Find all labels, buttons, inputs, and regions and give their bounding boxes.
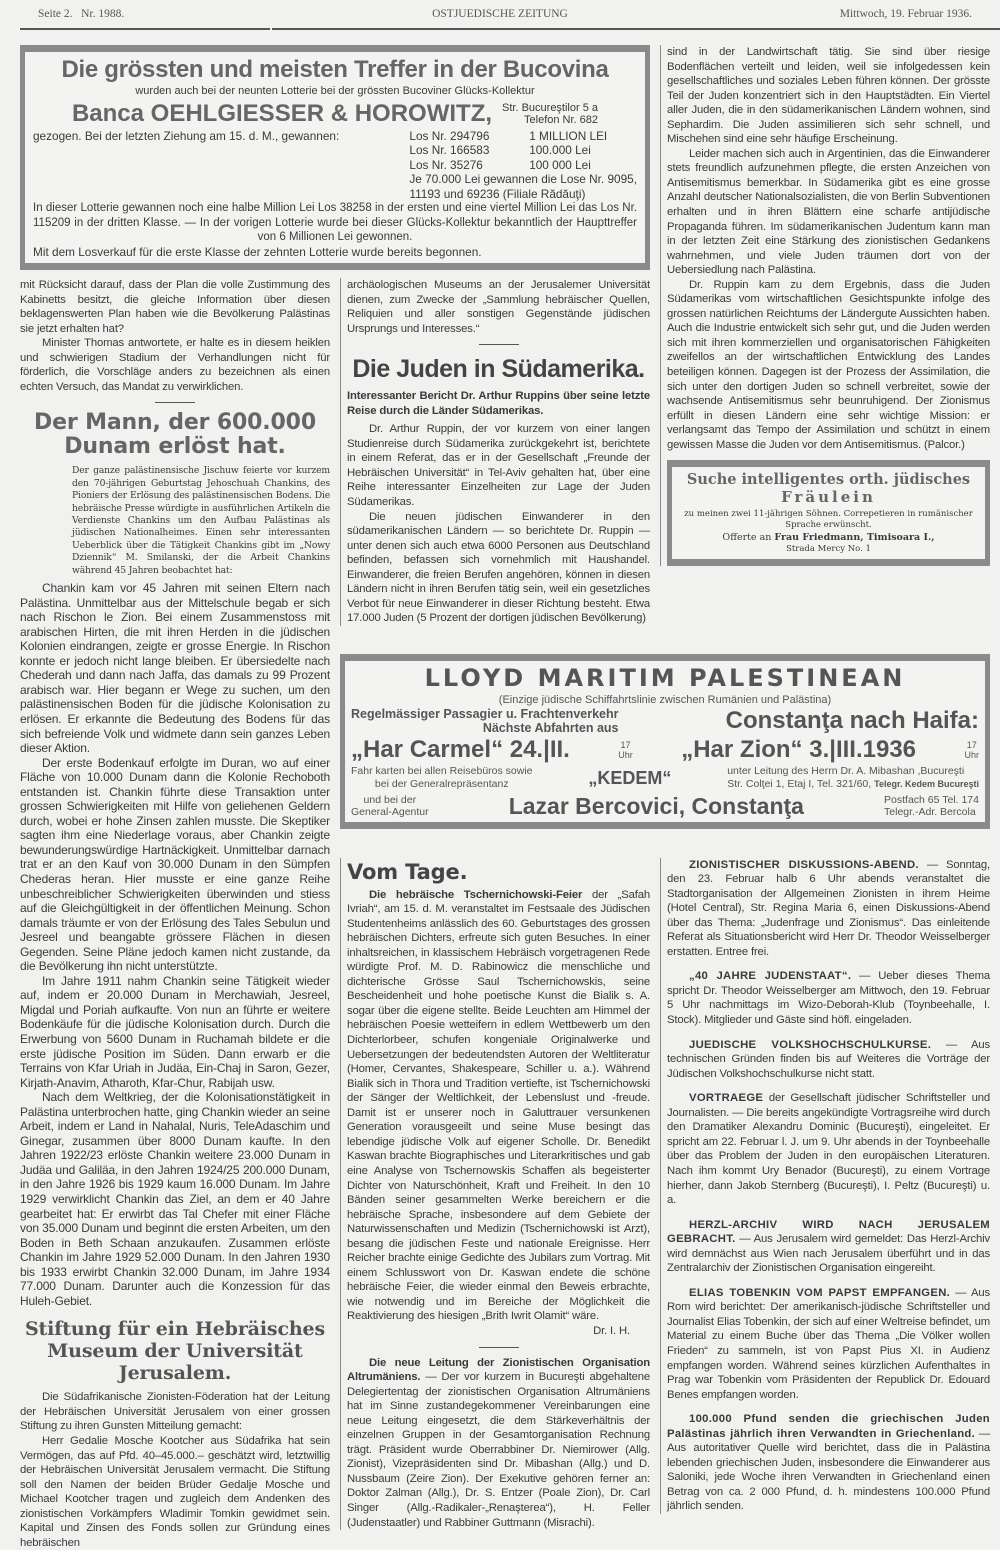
- note-head: JUEDISCHE VOLKSHOCHSCHULKURSE.: [689, 1038, 932, 1051]
- uhr-label: Uhr: [618, 750, 633, 761]
- note-text: — Aus technischen Gründen finden bis auf Weiteres die Vorträge der Jüdischen Volkshochschulkurse nicht statt.: [667, 1038, 990, 1080]
- right-column: [667, 45, 990, 452]
- news-item: [347, 1356, 650, 1531]
- job-ad-title: Fräulein: [781, 488, 876, 507]
- drawn-label: gezogen. Bei der letzten Ziehung am 15. d. M., gewannen:: [33, 128, 340, 143]
- note-head: HERZL-ARCHIV WIRD NACH JERUSALEM GEBRACHT.: [667, 1218, 990, 1246]
- news-item-head: Die hebräische Tschernichowski-Feier: [369, 888, 583, 901]
- note-text: der Gesellschaft jüdischer Schriftsteller und Journalisten. — Die bereits angekündigte Vortragsreihe wird durch den Dramatiker Alexandru Dominic (Bucureşti), eingeleitet. Er spricht am 22. Februar l. J. um 9. Uhr abends in der Toynbeehalle über das Problem der Juden in den europäischen Literaturen. Nach ihm kommt Ury Benador (Bucureşti), zu einem Vortrage hierher, dann Jakob Sternberg (Bucureşti), I. Peltz (Bucureşti) u. a.: [667, 1092, 990, 1207]
- los-number: Los Nr. 35276: [409, 157, 483, 172]
- phone-text: Telefon Nr. 682: [524, 113, 599, 126]
- news-note: [667, 1412, 990, 1514]
- tickets-text: Fahr karten bei allen Reisebüros sowie: [351, 765, 533, 778]
- news-item-text: — Der vor kurzem in Bucureşti abgehaltene Delegiertentag der zionistischen Organisation Altrumäniens hat im Sinne zustandegekommener Vereinbarungen eine neue Leitung eingesetzt, die dem Stärkeverhältnis der einzelnen Gruppen in der Gesamtorganisation Rechnung trägt. Präsident wurde Oberrabbiner Dr. Niemirower (Allg. Zionist), Vizepräsidenten sind Dr. Mibashan (Allg.) und D. Nussbaum (Zeire Zion). Der Exekutive gehören ferner an: Doktor Zalman (Allg.), Dr. S. Entzer (Poale Zion), Dr. Carl Singer (Allg.-Radikaler-„Renaşterea“), H. Feller (Judenstaatler) und Rabbiner Guttmann (Misrachi).: [347, 1371, 650, 1529]
- masthead-rule: [272, 28, 1000, 30]
- paragraph: mit Rücksicht darauf, dass der Plan die volle Zustimmung des Kabinetts besitzt, die gleiche Information über diesen beklagenswerten Plan haben wie die Bevölkerung Palästinas sie jetzt erhalten hat?: [20, 279, 330, 335]
- offer-street: Strada Mercy No. 1: [786, 544, 871, 555]
- lloyd-subtitle: (Einzige jüdische Schiffahrtslinie zwischen Rumänien und Palästina): [498, 694, 832, 707]
- departures: [351, 735, 979, 765]
- section-headline: Vom Tage.: [347, 859, 468, 884]
- separator: [155, 402, 195, 403]
- kedem-telegram: Telegr. Kedem Bucureşti: [874, 778, 979, 789]
- bank-name: Banca OEHLGIESSER & HOROWITZ,: [71, 99, 493, 127]
- note-text: — Aus Jerusalem wird gemeldet: Das Herzl-Archiv wird demnächst aus Wien nach Jerusalem überführt und in das Zentralarchiv der Zionistischen Organisation eingereiht.: [667, 1233, 990, 1275]
- agent-contact: Telegr.-Adr. Bercola: [884, 806, 976, 819]
- lottery-advertisement: [20, 45, 650, 270]
- page-number: [38, 8, 124, 20]
- departure-date: 3.|III.1936: [809, 736, 917, 764]
- note-head: VORTRAEGE: [689, 1092, 764, 1105]
- notes-column: [660, 858, 990, 1514]
- news-note: [667, 969, 990, 1027]
- agent-text: General-Agentur: [351, 806, 429, 819]
- note-text: — Aus Rom wird berichtet: Der amerikanisch-jüdische Schriftsteller und Journalist Elias Tobenkin, der sich auf einer Weltreise befindet, um Material zu einem Buche über das Thema „Die Völker wollen Frieden“ zu sammeln, ist von Papst Pius XI. in Audienz empfangen worden. Während seines kürzlichen Aufenthaltes in Prag war Tobenkin vom Präsidenten der Republick Dr. Edouard Benes empfangen worden.: [667, 1286, 990, 1401]
- ship-name: „Har Zion“: [681, 736, 803, 764]
- news-note: [667, 1286, 990, 1402]
- paragraph: Die Südafrikanische Zionisten-Föderation hat der Leitung der Hebräischen Universität Jerusalem von einer grossen Stiftung zu ihren Gunsten Mitteilung gemacht:: [20, 1391, 330, 1433]
- ad-subline: wurden auch bei der neunten Lotterie bei der grössten Bucoviner Glücks-Kollektur: [135, 85, 535, 97]
- article-headline: Stiftung für ein Hebräisches Museum der Universität Jerusalem.: [24, 1318, 326, 1385]
- agent-text: und bei der: [363, 793, 417, 806]
- agent-contact: Postfach 65 Tel. 174: [884, 793, 979, 806]
- kedem-block: [727, 765, 979, 790]
- news-item-text: der „Safah Ivriah“, am 15. d. M. veranstaltet im Festsaale des Jüdischen Studentenheims anlässlich des 60. Geburtstages des grossen hebräischen Dichters, erfreute sich guten Besuches. In einer inhaltsreichen, in klassischem Hebräisch vorgetragenen Rede würdigte Prof. M. D. Rabinowicz die menschliche und dichterische Grösse Saul Tschernichowskis, seine Bescheidenheit und hohe poetische Kunst die Bialik s. A. sogar über die eigene stellte. Beide Leuchten am Himmel der hebräischen Poesie wetteifern in edlem Wettbewerb um den Dichterlorbeer, schufen kongeniale Originalwerke und Uebersetzungen der bedeutendsten Autoren der Weltliteratur (Homer, Cervantes, Shakespeare, Schiller u. a.). Während Bialik sich in Thora und Tradition vertiefte, ist Tschernichowski der Sänger der Weltlichkeit, der Lebenslust und -freude. Damit ist er unserer noch in Galuttrauer versunkenen Generation vorausgeeilt und seine Muse besingt das lebendige jüdische Volk auf eigener Scholle. Dr. Benedikt Kaswan brachte Biographisches und Literarkritisches und gab eine Analyse von Tschernowskis Schaffen als begeisterter Dichter von Naturschönheit, Kraft und Freiheit. In den 10 Bänden seiner gesammelten Werke bereichern er die hebräische Sprache, insbesondere auf dem Gebiete der Naturwissenschaften und Medizin (Tschernichowski ist Arzt), besang die jüdischen Feste und nationale Ereignisse. Herr Reicher brachte einige Gedichte des Jubilars zum Vortrag. Mit einem Schlusswort von Dr. Kaswan endete die schöne hebräische Feier, die wieder einmal den Beweis erbrachte, wie notwendig und im Bereiche der Möglichkeit die Reaktivierung des hiesigen „Brith Iwrit Olamit“ wäre.: [347, 888, 650, 1323]
- address-text: Str. Bucureştilor 5 a: [502, 101, 599, 114]
- departure-2: [681, 735, 916, 765]
- job-advertisement: [667, 460, 990, 566]
- note-text: — Aus autoritativer Quelle wird berichtet, dass die in Palästina lebenden griechischen Juden, insbesondere die Einwanderer aus Saloniki, jede Woche ihren Verwandten in Griechenland einen Betrag von ca. 2 000 Pfund, d. h. mindestens 100.000 Pfund jährlich senden.: [667, 1427, 990, 1513]
- tickets-block: [351, 765, 533, 790]
- news-note: [667, 1038, 990, 1082]
- lloyd-title: LLOYD MARITIM PALESTINEAN: [424, 664, 906, 693]
- los-amount: 1 MILLION LEI: [529, 128, 608, 143]
- note-head: ELIAS TOBENKIN VOM PAPST EMPFANGEN.: [689, 1286, 951, 1299]
- paragraph: archäologischen Museums an der Jerusalemer Universität dienen, zum Zwecke der „Sammlung hebräischer Quellen, Reliquien und aller sonstigen Gegenstände jüdischen Ursprungs und Interesses.“: [347, 279, 650, 335]
- news-note: [667, 1218, 990, 1276]
- note-head: „40 JAHRE JUDENSTAAT“.: [689, 970, 852, 983]
- paragraph: Dr. Ruppin kam zu dem Ergebnis, dass die Juden Südamerikas vom wirtschaftlichen Gesichtspunkte infolge des grossen natürlichen Reichtums der Ländergute Aussichten haben. Auch die Industrie entwickelt sich sehr gut, und die Juden werden sich mit ihren kommerziellen und organisatorischen Fähigkeiten zweifellos an der wirtschaftlichen Entwicklung des Landes beteiligen können. Dagegen ist der Prozess der Assimilation, die sich unter den dortigen Juden so schnell verbreitet, sowie der wachsende Antisemitismus sehr beunruhigend. Der Zionismus erfüllt in diesen Ländern eine sehr wichtige Mission: er verlangsamt das Tempo der Assimilation und schützt in einem gewissen Masse die Juden vor dem Antisemitismus. (Palcor.): [667, 278, 990, 451]
- los-amount: 100.000 Lei: [529, 143, 591, 157]
- news-note: [667, 1091, 990, 1207]
- article-headline: Die Juden in Südamerika.: [352, 355, 645, 384]
- extra-wins: 11193 und 69236 (Filiale Rădăuţi): [409, 186, 586, 201]
- paragraph: Minister Thomas antwortete, er halte es in diesem heiklen und schwierigen Stadium der Verhandlungen nicht für förderlich, die Vorschläge anders zu bezeichnen als einen echten Versuch, das Mandat zu verwirklichen.: [20, 337, 330, 393]
- departure-time-block: [618, 740, 633, 760]
- departure-1: [351, 735, 570, 765]
- winning-list: [409, 129, 637, 202]
- note-text: — Ueber dieses Thema spricht Dr. Theodor Weisselberger am Mittwoch, den 19. Februar 5 Uhr nachmittags im Wizo-Deborah-Klub (Toynbeehalle, I. Stock). Mitglieder und Gäste sind höfl. eingeladen.: [667, 970, 990, 1027]
- job-ad-title: Suche intelligentes orth. jüdisches: [686, 471, 971, 489]
- lloyd-route: Constanţa nach Haifa:: [725, 707, 979, 735]
- offer-label: Offerte an: [722, 532, 772, 544]
- masthead-rule: [20, 28, 270, 30]
- article-body: [20, 581, 330, 1308]
- departure-time-block: [964, 740, 979, 760]
- right-top-region: [660, 45, 990, 566]
- agent-name: Lazar Bercovici, Constanţa: [508, 793, 804, 820]
- issue-date: Mittwoch, 19. Februar 1936.: [839, 8, 972, 20]
- uhr-label: Uhr: [964, 750, 979, 761]
- ship-name: „Har Carmel“: [351, 736, 504, 764]
- news-item-head: Die neue Leitung der Zionistischen Organisation Altrumäniens.: [347, 1356, 650, 1384]
- bank-address: [502, 102, 598, 126]
- masthead: [0, 0, 1000, 36]
- departure-date: 24.|II.: [509, 736, 570, 764]
- lloyd-advertisement: [340, 654, 990, 829]
- vom-tage-column: [340, 858, 650, 1531]
- lloyd-line: Regelmässiger Passagier u. Frachtenverkehr: [351, 707, 619, 722]
- paragraph: Im Jahre 1911 nahm Chankin seine Tätigkeit wieder auf, indem er 20.000 Dunam in Merchawiah, Jesreel, Migdal und Poriah aufkaufte. Von nun an führte er weitere Bodenkäufe für die jüdische Kolonisation durch. Durch die Erwerbung von 5600 Dunam in Ruchamah bildete er die erste jüdische Position im Süden. Dann erwarb er die Terrains von Kfar Uriah in Judäa, Ein-Chaj in Saron, Gezer, Kirjath-Anavim, Atharoth, Kfar-Chur, Rabijah usw.: [20, 973, 330, 1090]
- news-item: [347, 888, 650, 1324]
- agent-contact-block: [884, 794, 979, 819]
- tickets-text: bei der Generalrepräsentanz: [374, 777, 509, 790]
- job-ad-text: zu meinen zwei 11-jährigen Söhnen. Correpetieren in rumänischer Sprache erwünscht.: [684, 509, 973, 531]
- los-amount: 100 000 Lei: [529, 157, 591, 172]
- agent-block: [351, 794, 429, 819]
- separator: [479, 1347, 519, 1348]
- article-headline: Der Mann, der 600.000 Dunam erlöst hat.: [33, 410, 316, 460]
- lloyd-line: Nächste Abfahrten aus: [482, 721, 619, 736]
- paragraph: Leider machen sich auch in Argentinien, das die Einwanderer stets freundlich aufzunehmen pflegte, die ersten Anzeichen von Antisemitismus bemerkbar. In Südamerika gibt es eine grosse Anzahl deutscher Nationalsozialisten, die von Berlin Subventionen erhalten und in ihren Blättern eine scharfe antijüdische Propaganda führen. Im südamerikanischen Judentum kann man in der letzten Zeit eine Stärkung des zionistischen Gedankens wahrnehmen, und viele Juden träumen dort von der Uebersiedlung nach Palästina.: [667, 147, 990, 277]
- los-number: Los Nr. 294796: [409, 128, 490, 143]
- left-column: [20, 278, 330, 1550]
- ad-headline: Die grössten und meisten Treffer in der Bucovina: [61, 56, 609, 83]
- article-lead: Der ganze palästinensische Jischuw feierte vor kurzem den 70-jährigen Geburtstag Jehoschuah Chankins, des Pioniers der Erlösung des palästinensischen Bodens. Die hebräische Presse würdigte in ausführlichen Artikeln die Verdienste Chankins um den Aufbau Palästinas als jüdischen Nationalheimes. Einen sehr interessanten Ueberblick über die Tätigkeit Chankins gibt im „Nowy Dziennik“ M. Smilanski, der die Arbeit Chankins während 45 Jahren beobachtet hat:: [72, 465, 330, 576]
- paragraph: Herr Gedalie Mosche Kootcher aus Südafrika hat sein Vermögen, das auf Pfd. 40–45.000.– geschätzt wird, letztwillig der Hebräischen Universität Jerusalem vermacht. Die Stiftung soll den Namen der beiden Brüder Gedalje Mosche und Michael Kootcher tragen und zugleich dem Andenken des zionistischen Vorkämpfers Wladimir Tomkin gewidmet sein. Kapital und Zinsen des Fonds sollen zur Gründung eines hebräischen: [20, 1435, 330, 1549]
- paragraph: Der erste Bodenkauf erfolgte im Duran, wo auf einer Fläche von 10.000 Dunam dann die Kolonie Rechoboth entstanden ist. Chankin führte diese Transaktion unter grossen Schwierigkeiten mit Hilfe von geliehenen Geldern durch, wobei er hohe Zinsen zahlen musste. Die Skeptiker sagten ihm eine Niederlage voraus, aber Chankin zeigte bewunderungswürdige Hartnäckigkeit. Unmittelbar darnach trat er an den Kauf von 30.000 Dunam in den Sümpfen Chederas heran. Hier musste er eine ganze Reihe unbeschreiblicher Schwierigkeiten überwinden und stiess auf die Gleichgültigkeit in der öffentlichen Meinung. Schon damals träumte er von der Erlösung des Tales Sebulun und Jesreel und beangabte grössere Flächen in diesen Gegenden. Seine Pläne jedoch kamen nicht zustande, da die Bevölkerung ihn nicht unterstützte.: [20, 755, 330, 974]
- departure-time: 17: [966, 740, 977, 751]
- kedem-text: unter Leitung des Herrn Dr. A. Mibashan ,Bucureşti: [727, 765, 965, 778]
- paragraph: Nach dem Weltkrieg, der die Kolonisationstätigkeit in Palästina unterbrochen hatte, ging Chankin wieder an seine Arbeit, indem er Land in Nahalal, Nuris, TeleAdaschim und Ginegar, zusammen über 8000 Dunam kaufte. In den Jahren 1922/23 erlöste Chankin weitere 23.000 Dunam in Judäa und Galiläa, in den Jahren 1924/25 200.000 Dunam, in den Jahre 1926 bis 1929 kaum 16.000 Dunam. Im Jahre 1929 verwirklicht Chankin das Ziel, an dem er 40 Jahre gearbeitet hat: Er erwirbt das Tal Chefer mit einer Fläche von 35.000 Dunam und beginnt die ersten Arbeiten, um den Boden in Beth Schaan anzukaufen. Zusammen erlöste Chankin im Jahre 1929 52.000 Dunam. In den Jahren 1930 bis 1933 erwirbt Chankin 32.000 Dunam, im Jahre 1934 77.000 Dunam. Darunter auch die Konzession für das Huleh-Gebiet.: [20, 1090, 330, 1308]
- note-head: ZIONISTISCHER DISKUSSIONS-ABEND.: [689, 858, 919, 871]
- ad-text: Mit dem Losverkauf für die erste Klasse der zehnten Lotterie wurde bereits begonnen.: [33, 244, 482, 259]
- paragraph: Die neuen jüdischen Einwanderer in den südamerikanischen Ländern — so berichtete Dr. Ruppin — unter denen sich auch etwa 6000 Personen aus Deutschland befinden, befassen sich vornehmlich mit Haushandel. Einwanderer, die freien Berufen angehören, können in diesen Ländern nicht in ihren Berufen tätig sein, weil ein gesetzliches Verbot für neue Einwanderer in dieser Richtung besteht. Etwa 17.000 Juden (5 Prozent der dortigen jüdischen Bevölkerung): [347, 510, 650, 625]
- newspaper-title: OSTJUEDISCHE ZEITUNG: [432, 8, 568, 20]
- issue-number: Nr. 1988.: [81, 8, 125, 20]
- departure-time: 17: [620, 740, 631, 751]
- article-subhead: Interessanter Bericht Dr. Arthur Ruppins über seine letzte Reise durch die Länder Südamerikas.: [347, 390, 650, 417]
- signature: Dr. I. H.: [593, 1324, 630, 1337]
- note-text: — Sonntag, den 23. Februar halb 6 Uhr abends veranstaltet die Stadtorganisation der Allgemeinen Zionisten in ihrem Heime (Hotel Central), Str. Regina Maria 6, einen Diskussions-Abend über das Thema: „Judenfrage und Zionismus“. Das einleitende Referat als Situationsbericht wird Herr Dr. Theodor Weisselberger erstatten. Entree frei.: [667, 858, 990, 958]
- lloyd-lines: [351, 707, 619, 735]
- paragraph: Chankin kam vor 45 Jahren mit seinen Eltern nach Palästina. Unmittelbar aus der Mittelschule begab er sich nach Rischon le Zion. Bei einem Zusammenstoss mit arabischen Hirten, die mit ihren Herden in die jüdischen Kolonien eindrangen, zeigte er grosse Energie. In Rischon konnte er jedoch nicht lange bleiben. Er übersiedelte nach Chederah und dann nach Jaffa, das damals zu 99 Prozent arabisch war. Hier begann er Wege zu suchen, um den palästinensischen Boden für die jüdische Kolonisation zu erlösen. Er erkannte die Bedeutung des Bodens für das sich befreiende Volk und widmete dann sein ganzes Leben dieser Aktion.: [20, 581, 330, 756]
- kedem-name: „KEDEM“: [588, 767, 672, 788]
- kedem-text: Str. Colţei 1, Etaj I, Tel. 321/60,: [727, 777, 872, 790]
- news-note: [667, 858, 990, 960]
- note-head: 100.000 Pfund senden die griechischen Juden Palästinas jährlich ihren Verwandten in Griechenland.: [667, 1413, 990, 1440]
- los-number: Los Nr. 166583: [409, 143, 490, 157]
- paragraph: Dr. Arthur Ruppin, der vor kurzem von einer langen Studienreise durch Südamerika zurückgekehrt ist, berichtete in einem Referat, das er in der Gesellschaft „Freunde der Hebräischen Universität“ in Tel-Aviv gehalten hat, über eine Reihe interessanter Einzelheiten zur Lage der Juden Südamerikas.: [347, 423, 650, 509]
- extra-wins: Je 70.000 Lei gewannen die Lose Nr. 9095,: [409, 172, 637, 186]
- separator: [479, 344, 519, 345]
- middle-column: [340, 278, 650, 626]
- paragraph: sind in der Landwirtschaft tätig. Sie sind über riesige Bodenflächen verteilt und leiden, weil sie infolgedessen kein gesellschaftliches und soziales Leben führen können. Der grösste Teil der Juden konzentriert sich in den Hauptstädten. Ein Viertel aller Juden, die in den südamerikanischen Ländern wohnen, sind Sephardim. Die Juden assimilieren sich sehr schnell, und Mischehen sind eine sehr häufige Erscheinung.: [667, 46, 990, 146]
- page-label: Seite 2.: [38, 8, 73, 20]
- page-grid: [20, 45, 990, 1550]
- offer-name: Frau Friedmann, Timisoara I.,: [774, 532, 935, 544]
- ad-text: In dieser Lotterie gewannen noch eine halbe Million Lei Los 38258 in der ersten und eine viertel Million Lei das Los Nr. 115209 in der dritten Klasse. — In der vorigen Lotterie wurde bei dieser Glücks-Kollektur bekanntlich der Haupttreffer von 6 Millionen Lei gewonnen.: [33, 202, 637, 243]
